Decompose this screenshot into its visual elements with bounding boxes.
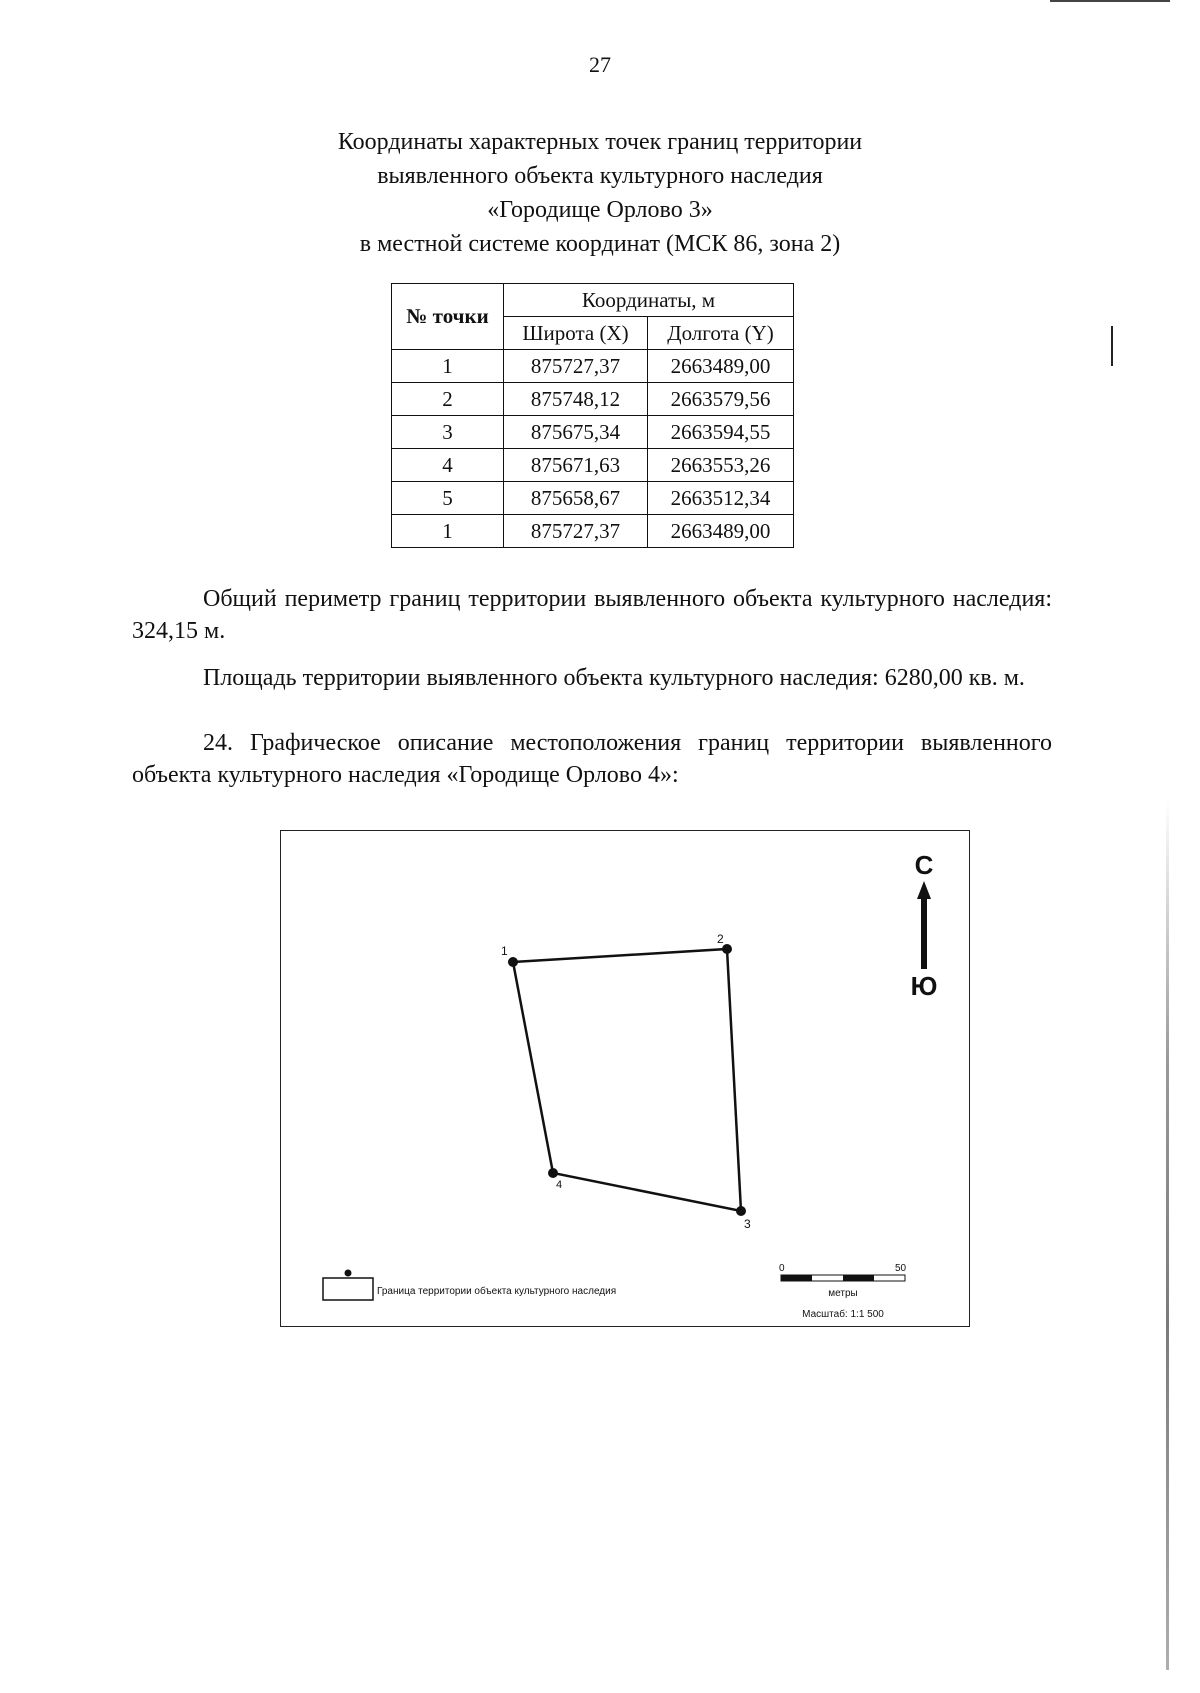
vertex-label: 2 [717, 932, 724, 946]
perimeter-paragraph [132, 583, 1052, 647]
cell-y: 2663512,34 [648, 482, 794, 515]
north-label: С [914, 850, 934, 880]
scale-zero: 0 [779, 1263, 785, 1274]
cell-point: 3 [392, 416, 504, 449]
cell-x: 875658,67 [504, 482, 648, 515]
map-canvas [281, 831, 969, 1326]
cell-x: 875675,34 [504, 416, 648, 449]
heading-line-4: в местной системе координат (МСК 86, зона 2) [359, 231, 841, 257]
cell-x: 875748,12 [504, 383, 648, 416]
north-arrow-icon [911, 850, 938, 1001]
heading-line-3: «Городище Орлово 3» [487, 197, 713, 223]
cell-point: 4 [392, 449, 504, 482]
table-row [392, 449, 794, 482]
vertex-label: 3 [744, 1217, 751, 1231]
heading-line-1: Координаты характерных точек границ территории [337, 129, 863, 155]
legend-swatch [323, 1278, 373, 1300]
cell-point: 1 [392, 515, 504, 548]
cell-point: 1 [392, 350, 504, 383]
item-24-text: 24. Графическое описание местоположения границ территории выявленного объекта культурного наследия «Городище Орлово 4»: [132, 730, 1052, 788]
vertex-label: 1 [501, 944, 508, 958]
cell-point: 5 [392, 482, 504, 515]
table-row [392, 416, 794, 449]
area-text: Площадь территории выявленного объекта культурного наследия: 6280,00 кв. м. [203, 665, 1025, 691]
page-number: 27 [589, 52, 611, 77]
scan-artifact [1050, 0, 1170, 2]
table-row [392, 350, 794, 383]
table-row [392, 383, 794, 416]
cell-x: 875727,37 [504, 350, 648, 383]
scale-text: Масштаб: 1:1 500 [802, 1309, 884, 1320]
table-row [392, 515, 794, 548]
cell-y: 2663553,26 [648, 449, 794, 482]
header-point-number: № точки [392, 284, 504, 350]
cell-point: 2 [392, 383, 504, 416]
section-heading [150, 125, 1050, 261]
scale-bar [779, 1263, 907, 1320]
vertex-point [508, 957, 518, 967]
header-latitude: Широта (X) [504, 317, 648, 350]
header-coordinates: Координаты, м [504, 284, 794, 317]
header-longitude: Долгота (Y) [648, 317, 794, 350]
cell-y: 2663594,55 [648, 416, 794, 449]
cell-x: 875727,37 [504, 515, 648, 548]
cell-y: 2663489,00 [648, 515, 794, 548]
area-paragraph [132, 662, 1052, 694]
coordinates-table [391, 283, 794, 548]
boundary-polygon [513, 949, 741, 1211]
heading-line-2: выявленного объекта культурного наследия [377, 163, 823, 189]
cell-y: 2663489,00 [648, 350, 794, 383]
scale-max: 50 [895, 1263, 907, 1274]
item-24-paragraph [132, 727, 1052, 791]
legend-text: Граница территории объекта культурного наследия [377, 1286, 617, 1297]
vertex-point [736, 1206, 746, 1216]
scan-artifact [1166, 800, 1169, 1670]
cell-x: 875671,63 [504, 449, 648, 482]
scan-artifact [1111, 326, 1113, 366]
cell-y: 2663579,56 [648, 383, 794, 416]
scale-units: метры [828, 1288, 858, 1299]
vertex-point [548, 1168, 558, 1178]
boundary-map [280, 830, 970, 1327]
map-legend [323, 1270, 616, 1301]
perimeter-text: Общий периметр границ территории выявленного объекта культурного наследия: 324,15 м. [132, 586, 1052, 644]
table-row [392, 482, 794, 515]
south-label: Ю [910, 971, 938, 1001]
vertex-label: 4 [556, 1179, 563, 1191]
